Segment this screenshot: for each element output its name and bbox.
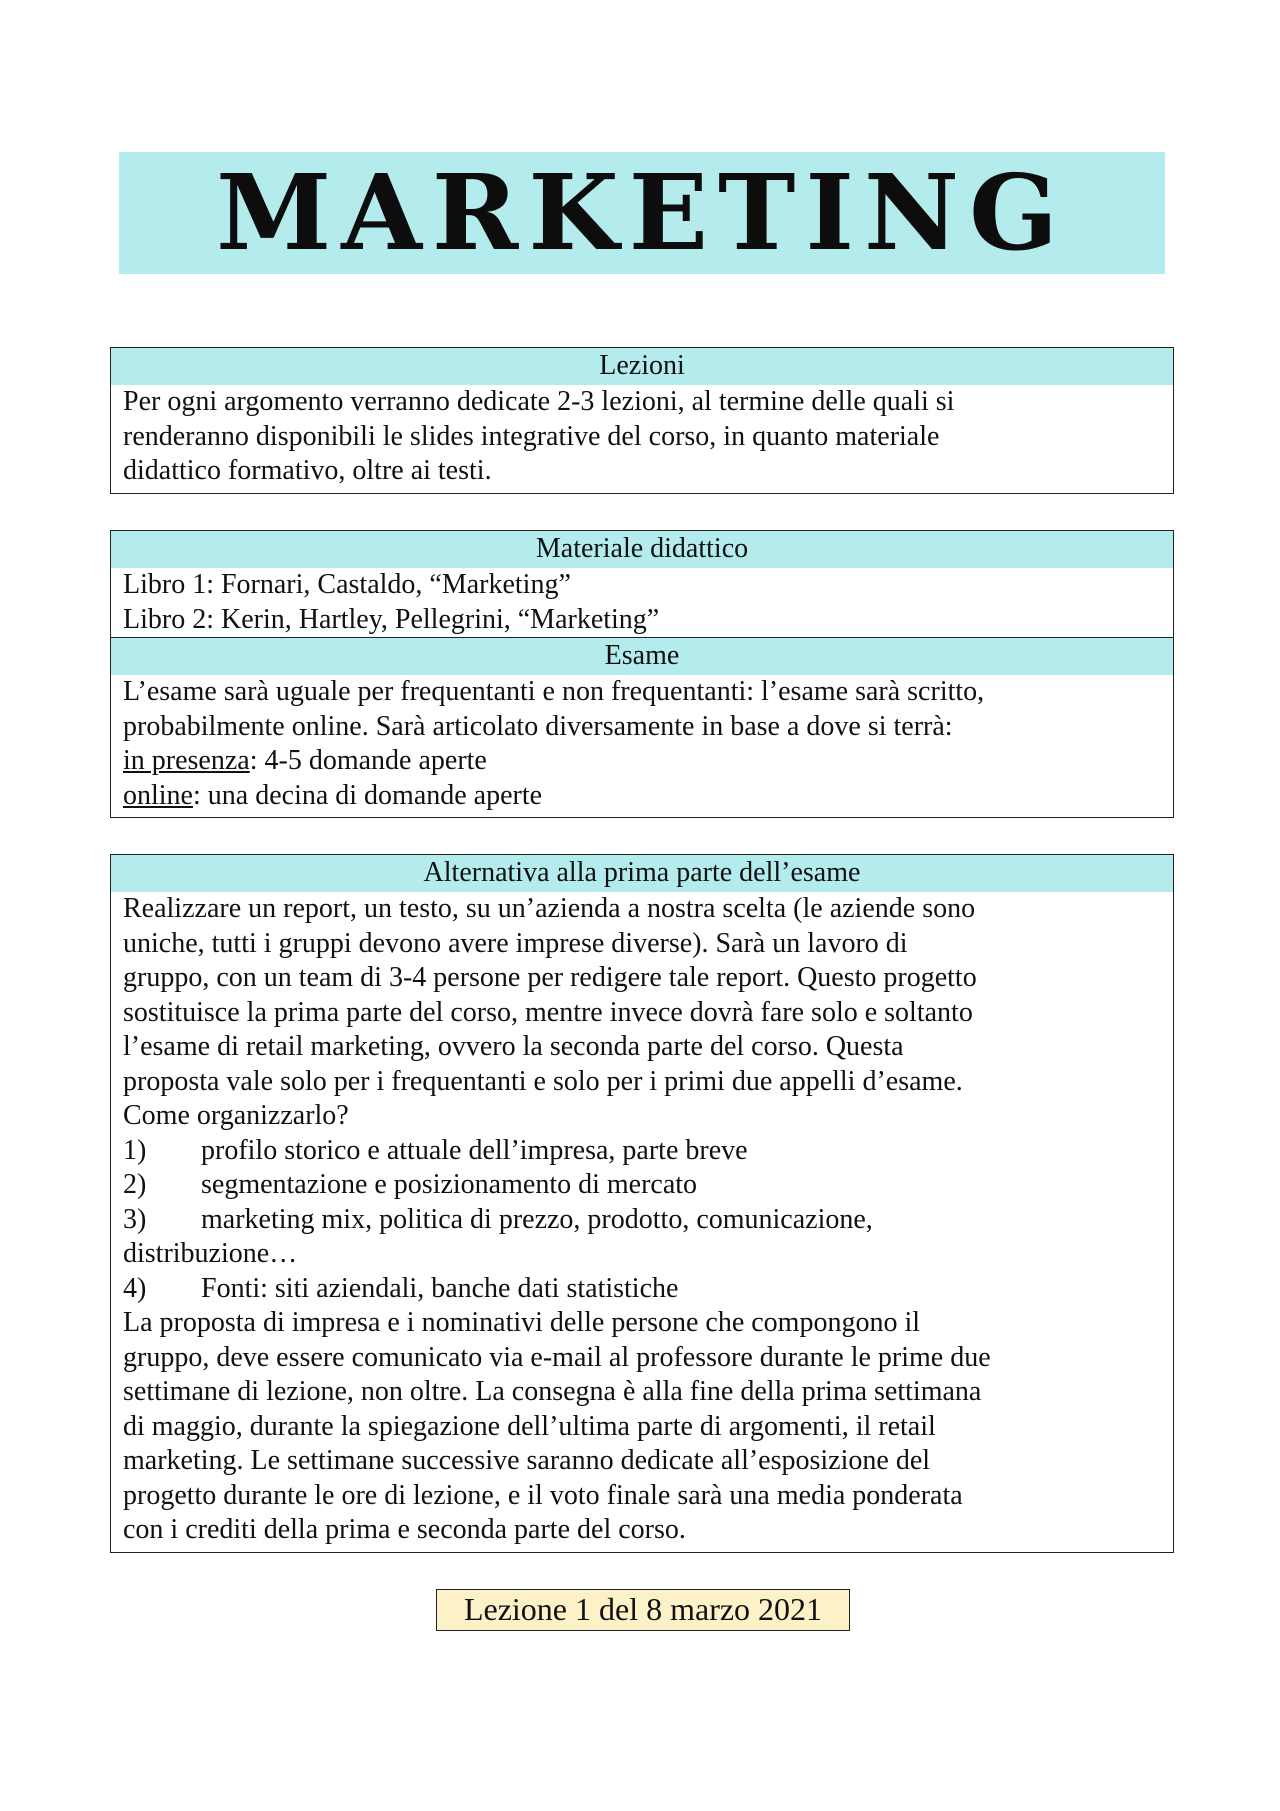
text-line: sostituisce la prima parte del corso, mentre invece dovrà fare solo e soltanto [123,996,973,1028]
text-line: proposta vale solo per i frequentanti e solo per i primi due appelli d’esame. [123,1065,963,1097]
esame-body [111,675,1173,817]
text-line: renderanno disponibili le slides integrative del corso, in quanto materiale [123,420,940,452]
title-banner [119,152,1165,274]
text-line: Come organizzarlo? [123,1100,349,1131]
alternativa-heading: Alternativa alla prima parte dell’esame [111,855,1173,892]
materiale-esame-box [110,530,1174,818]
online-text: : una decina di domande aperte [193,779,543,811]
online-label: online [123,779,193,811]
book-line: Libro 2: Kerin, Hartley, Pellegrini, “Marketing” [123,603,660,635]
text-line: settimane di lezione, non oltre. La consegna è alla fine della prima settimana [123,1376,982,1407]
text-line: La proposta di impresa e i nominativi delle persone che compongono il [123,1307,921,1338]
list-item: 2) segmentazione e posizionamento di mercato [123,1169,698,1200]
book-line: Libro 1: Fornari, Castaldo, “Marketing” [123,569,571,600]
esame-heading: Esame [111,637,1173,675]
text-line: Realizzare un report, un testo, su un’azienda a nostra scelta (le aziende sono [123,893,976,924]
list-item: 3) marketing mix, politica di prezzo, prodotto, comunicazione, [123,1203,873,1235]
text-line: con i crediti della prima e seconda parte del corso. [123,1514,686,1545]
alternativa-box [110,854,1174,1553]
list-item: 4) Fonti: siti aziendali, banche dati statistiche [123,1272,679,1304]
presenza-line [123,744,1163,779]
text-line: di maggio, durante la spiegazione dell’ultima parte di argomenti, il retail [123,1410,936,1442]
text-line: l’esame di retail marketing, ovvero la seconda parte del corso. Questa [123,1031,904,1062]
alternativa-body [111,892,1173,1552]
text-line: probabilmente online. Sarà articolato diversamente in base a dove si terrà: [123,710,953,742]
materiale-heading: Materiale didattico [111,531,1173,568]
lezioni-body [111,385,1173,493]
lezioni-box [110,347,1174,494]
list-item: 1) profilo storico e attuale dell’impresa, parte breve [123,1134,748,1166]
list-item-continuation: distribuzione… [123,1238,298,1269]
text-line: L’esame sarà uguale per frequentanti e non frequentanti: l’esame sarà scritto, [123,676,985,707]
lezioni-heading: Lezioni [111,348,1173,385]
lesson-date-label: Lezione 1 del 8 marzo 2021 [436,1589,850,1631]
text-line: marketing. Le settimane successive saranno dedicate all’esposizione del [123,1445,931,1476]
text-line: Per ogni argomento verranno dedicate 2-3 lezioni, al termine delle quali si [123,386,955,417]
text-line: didattico formativo, oltre ai testi. [123,455,492,486]
presenza-label: in presenza [123,745,250,776]
page-title: MARKETING [216,151,1068,274]
materiale-body [111,568,1173,637]
text-line: progetto durante le ore di lezione, e il voto finale sarà una media ponderata [123,1479,963,1511]
text-line: uniche, tutti i gruppi devono avere imprese diverse). Sarà un lavoro di [123,927,908,959]
text-line: gruppo, con un team di 3-4 persone per redigere tale report. Questo progetto [123,962,977,993]
text-line: gruppo, deve essere comunicato via e-mail al professore durante le prime due [123,1341,991,1373]
online-line [123,779,1163,814]
presenza-text: : 4-5 domande aperte [249,745,487,776]
